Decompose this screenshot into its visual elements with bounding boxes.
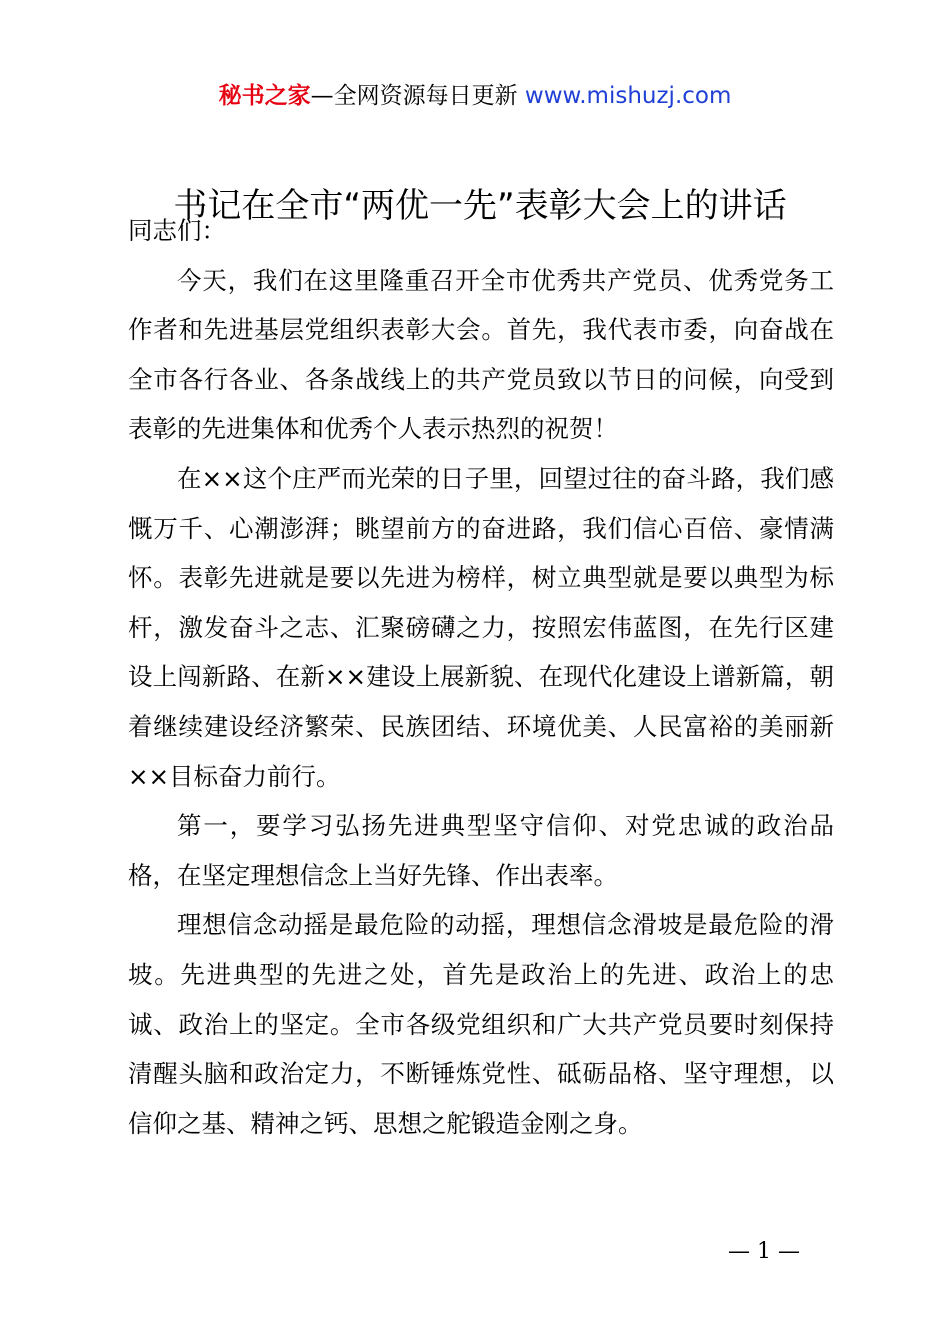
- document-body: [128, 206, 834, 1148]
- site-tagline: —全网资源每日更新: [310, 83, 525, 109]
- site-header: [0, 78, 950, 114]
- site-brand: 秘书之家: [218, 83, 311, 109]
- site-url-link[interactable]: www.mishuzj.com: [524, 83, 732, 109]
- paragraph-2: 在××这个庄严而光荣的日子里，回望过往的奋斗路，我们感慨万千、心潮澎湃；眺望前方的奋进路，我们信心百倍、豪情满怀。表彰先进就是要以先进为榜样，树立典型就是要以典型为标杆，激发奋斗之志、汇聚磅礴之力，按照宏伟蓝图，在先行区建设上闯新路、在新××建设上展新貌、在现代化建设上谱新篇，朝着继续建设经济繁荣、民族团结、环境优美、人民富裕的美丽新××目标奋力前行。: [128, 463, 834, 791]
- page-number: — 1 —: [728, 1239, 800, 1264]
- document-title: 书记在全市“两优一先”表彰大会上的讲话: [173, 186, 787, 226]
- paragraph-4: 理想信念动摇是最危险的动摇，理想信念滑坡是最危险的滑坡。先进典型的先进之处，首先是政治上的先进、政治上的忠诚、政治上的坚定。全市各级党组织和广大共产党员要时刻保持清醒头脑和政治定力，不断锤炼党性、砥砺品格、坚守理想，以信仰之基、精神之钙、思想之舵锻造金刚之身。: [128, 910, 834, 1138]
- salutation: 同志们：: [128, 216, 226, 245]
- paragraph-3: 第一，要学习弘扬先进典型坚守信仰、对党忠诚的政治品格，在坚定理想信念上当好先锋、作出表率。: [128, 811, 834, 890]
- paragraph-1: 今天，我们在这里隆重召开全市优秀共产党员、优秀党务工作者和先进基层党组织表彰大会。首先，我代表市委，向奋战在全市各行各业、各条战线上的共产党员致以节日的问候，向受到表彰的先进集体和优秀个人表示热烈的祝贺！: [128, 265, 834, 444]
